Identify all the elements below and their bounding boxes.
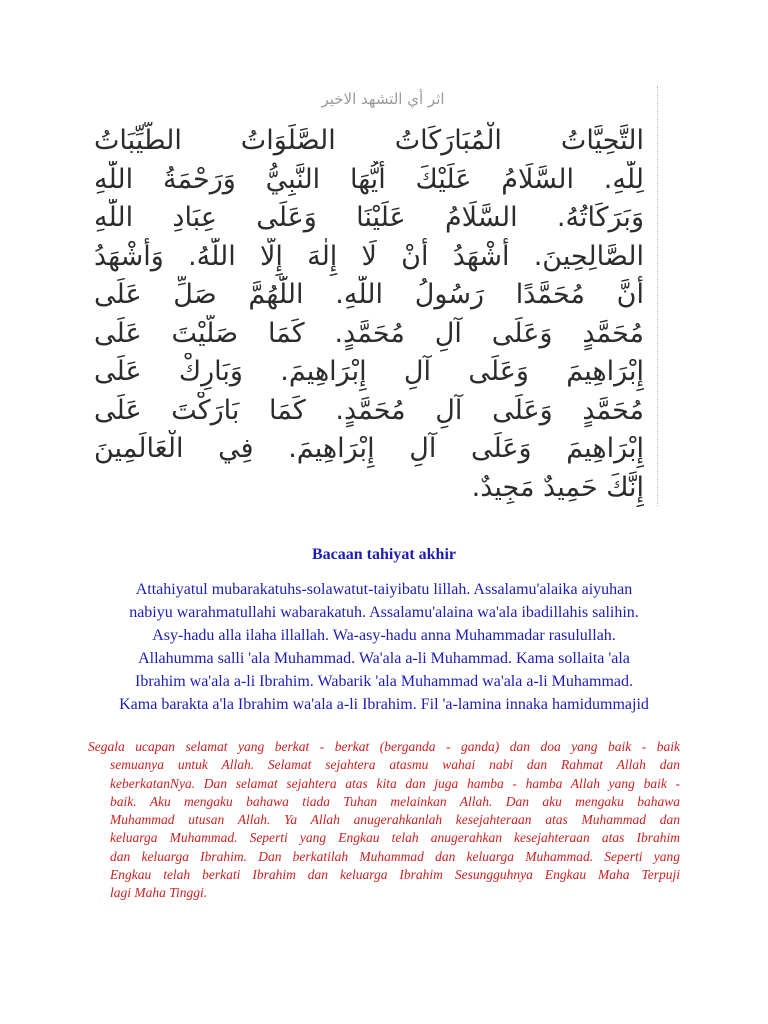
arabic-line: التَّحِيَّاتُ الْمُبَارَكَاتُ الصَّلَوَاتُ الطَّيِّبَاتُ [94,125,644,156]
arabic-line: لِلّٰهِ. السَّلَامُ عَلَيْكَ أَيُّهَا النَّبِيُّ وَرَحْمَةُ اللّٰهِ [94,163,644,195]
transliteration-paragraph [80,578,688,716]
meaning-line: dan keluarga Ibrahim. Dan berkatilah Muhammad dan keluarga Muhammad. Seperti yang [110,848,680,864]
meaning-line: Segala ucapan selamat yang berkat - berkat (berganda - ganda) dan doa yang baik - baik [88,739,680,754]
arabic-line: مُحَمَّدٍ وَعَلَى آلِ مُحَمَّدٍ. كَمَا بَارَكْتَ عَلَى [94,394,644,426]
arabic-line: وَبَرَكَاتُهُ. السَّلَامُ عَلَيْنَا وَعَلَى عِبَادِ اللّٰهِ [94,202,644,233]
meaning-line: Muhammad utusan Allah. Ya Allah anugerahkanlah kesejahteraan atas Muhammad dan [110,812,680,828]
arabic-line: الصَّالِحِينَ. أَشْهَدُ أَنْ لَا إِلٰهَ إِلَّا اللّٰهُ. وَأَشْهَدُ [94,240,644,272]
arabic-line: إِبْرَاهِيمَ وَعَلَى آلِ إِبْرَاهِيمَ. وَبَارِكْ عَلَى [94,356,644,387]
arabic-line: إِبْرَاهِيمَ وَعَلَى آلِ إِبْرَاهِيمَ. فِي الْعَالَمِينَ [94,433,644,464]
arabic-line: أَنَّ مُحَمَّدًا رَسُولُ اللّٰهِ. اللّٰهُمَّ صَلِّ عَلَى [94,279,644,310]
arabic-line: مُحَمَّدٍ وَعَلَى آلِ مُحَمَّدٍ. كَمَا صَلَّيْتَ عَلَى [94,317,644,349]
transliteration-line: nabiyu warahmatullahi wabarakatuh. Assalamu'alaina wa'ala ibadillahis salihin. [129,604,639,621]
arabic-heading: اثر أي التشهد الاخير [321,90,445,108]
section-title: Bacaan tahiyat akhir [311,546,456,563]
transliteration-line: Kama barakta a'la Ibrahim wa'ala a-li Ibrahim. Fil 'a-lamina innaka hamidummajid [119,696,649,713]
meaning-line: keluarga Muhammad. Seperti yang Engkau telah anugerahkan kesejahteraan atas Ibrahim [110,830,680,846]
transliteration-line: Attahiyatul mubarakatuhs-solawatut-taiyibatu lillah. Assalamu'alaika aiyuhan [135,581,633,598]
meaning-line: lagi Maha Tinggi. [110,885,208,901]
arabic-text-image [88,86,658,506]
transliteration-line: Ibrahim wa'ala a-li Ibrahim. Wabarik 'ala Muhammad wa'ala a-li Muhammad. [135,673,633,690]
arabic-line: إِنَّكَ حَمِيدٌ مَجِيدٌ. [471,471,644,503]
meaning-line: keberkatanNya. Dan selamat sejahtera atas kita dan juga hamba - hamba Allah yang baik - [110,775,680,791]
meaning-line: baik. Aku mengaku bahawa tiada Tuhan melainkan Allah. Dan aku mengaku bahawa [110,793,680,809]
transliteration-line: Asy-hadu alla ilaha illallah. Wa-asy-hadu anna Muhammadar rasulullah. [152,627,616,644]
arabic-lines [94,122,644,507]
meaning-line: Engkau telah berkati Ibrahim dan keluarga Ibrahim Sesungguhnya Engkau Maha Terpuji [110,867,680,883]
meaning-line: semuanya untuk Allah. Selamat sejahtera atasmu wahai nabi dan Rahmat Allah dan [110,757,680,773]
meaning-paragraph [88,738,680,903]
transliteration-line: Allahumma salli 'ala Muhammad. Wa'ala a-li Muhammad. Kama sollaita 'ala [138,650,630,667]
